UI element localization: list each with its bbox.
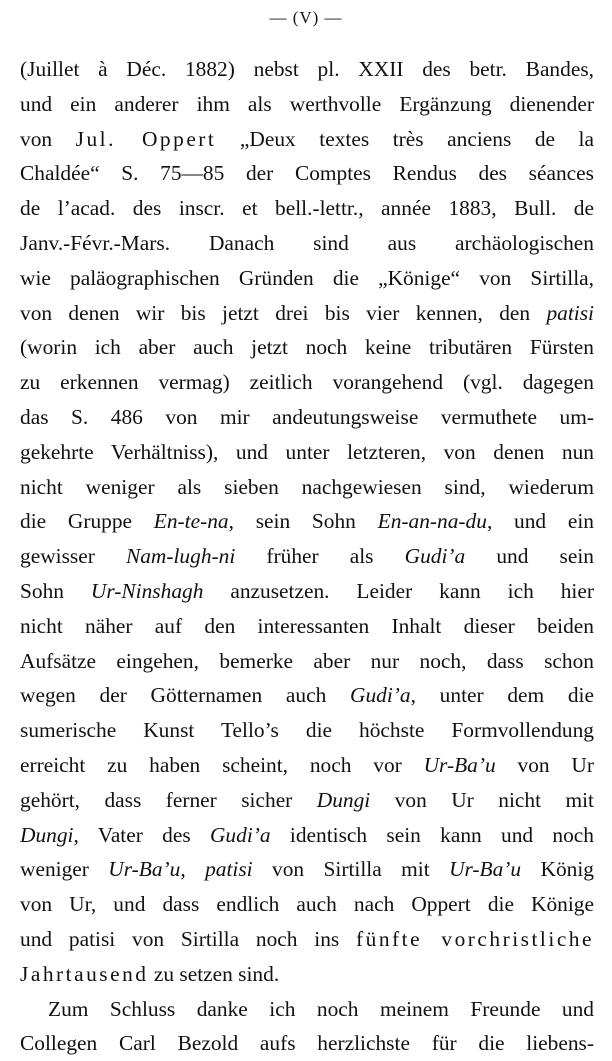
text-segment: weniger [20,857,109,882]
text-line [20,992,594,1027]
italic-text: En-an-na-du [377,509,487,534]
text-line [20,296,594,331]
text-line [20,52,594,87]
text-segment: Collegen Carl Bezold aufs herzlichste für die liebens- [20,1031,594,1056]
text-line [20,678,594,713]
text-segment: „Deux textes très anciens de la [216,126,594,151]
text-segment: Zum Schluss danke ich noch meinem Freunde und [48,996,594,1021]
text-line [20,87,594,122]
italic-text: Nam-lugh-ni [125,544,236,569]
italic-text: Ur-Ba’u [449,857,522,882]
text-segment: gewisser [20,544,126,569]
text-segment: Aufsätze eingehen, bemerke aber nur noch, dass schon [20,648,594,673]
text-segment: König [521,857,594,882]
text-segment: wie paläographischen Gründen die „Könige“ von Sirtilla, [20,265,594,290]
text-segment: gehört, dass ferner sicher [20,787,317,812]
text-line [20,504,594,539]
text-segment: Chaldée“ S. 75—85 der Comptes Rendus des séances [20,161,594,186]
text-segment: früher als [235,544,405,569]
text-segment: , und ein [486,509,594,534]
text-line [20,122,594,157]
text-segment: (Juillet à Déc. 1882) nebst pl. XXII des betr. Bandes, [20,57,594,81]
text-segment: von Ur nicht mit [370,787,594,812]
text-segment: das S. 486 von mir andeutungsweise vermuthete um- [20,404,594,429]
text-segment: nicht weniger als sieben nachgewiesen sind, wiederum [20,474,594,499]
text-line [20,435,594,470]
text-line [20,574,594,609]
text-segment: identisch sein kann und noch [270,822,594,847]
text-line [20,470,594,505]
text-line [20,1026,594,1061]
text-line [20,783,594,818]
text-line [20,818,594,853]
text-segment: de l’acad. des inscr. et bell.-lettr., année 1883, Bull. de [20,196,594,221]
text-line [20,957,594,992]
text-segment: sumerische Kunst Tello’s die höchste Formvollendung [20,718,594,743]
body-text [20,52,594,1061]
text-segment: von Ur, und dass endlich auch nach Oppert die Könige [20,892,594,917]
spaced-text: Jul. Oppert [75,126,217,151]
italic-text: Dungi [20,822,74,847]
text-line [20,191,594,226]
spaced-text: Jahrtausend [20,961,149,986]
italic-text: Ur-Ba’u, patisi [108,857,253,882]
text-segment: , sein Sohn [228,509,378,534]
italic-text: Ur-Ninshagh [90,578,204,603]
text-line [20,748,594,783]
italic-text: Gudi’a [350,683,411,708]
text-line [20,156,594,191]
text-segment: und patisi von Sirtilla noch ins [20,926,357,951]
text-segment: die Gruppe [20,509,154,534]
italic-text: En-te-na [153,509,229,534]
page-header: — (V) — [269,8,343,27]
text-line [20,400,594,435]
text-segment: anzusetzen. Leider kann ich hier [203,578,594,603]
text-line [20,852,594,887]
italic-text: Gudi’a [404,544,466,569]
text-line [20,644,594,679]
text-line [20,261,594,296]
text-segment: von [20,126,76,151]
text-segment: Janv.-Févr.-Mars. Danach sind aus archäologischen [20,230,594,255]
text-segment: , Vater des [73,822,210,847]
text-line [20,226,594,261]
text-segment: nicht näher auf den interessanten Inhalt dieser beiden [20,613,594,638]
text-line [20,609,594,644]
text-segment: Sohn [20,578,91,603]
italic-text: Dungi [316,787,371,812]
text-segment: und sein [465,544,594,569]
text-segment: von denen wir bis jetzt drei bis vier kennen, den [20,300,547,325]
text-line [20,713,594,748]
italic-text: Ur-Ba’u [423,752,496,777]
text-line [20,365,594,400]
text-segment: wegen der Götternamen auch [20,683,351,708]
italic-text: patisi [546,300,594,325]
text-segment: erreicht zu haben scheint, noch vor [20,752,424,777]
italic-text: Gudi’a [209,822,271,847]
text-segment: von Ur [495,752,594,777]
text-segment: von Sirtilla mit [252,857,450,882]
text-line [20,539,594,574]
text-segment: und ein anderer ihm als werthvolle Ergänzung dienender [20,91,594,116]
text-segment: zu erkennen vermag) zeitlich vorangehend (vgl. dagegen [20,370,594,395]
text-segment: gekehrte Verhältniss), und unter letzteren, von denen nun [20,439,594,464]
text-line [20,330,594,365]
text-line [20,887,594,922]
text-segment: , unter dem die [410,683,594,708]
text-segment: zu setzen sind. [148,961,280,986]
text-segment: (worin ich aber auch jetzt noch keine tributären Fürsten [20,335,594,360]
spaced-text: fünfte vorchristliche [356,926,594,951]
text-line [20,922,594,957]
